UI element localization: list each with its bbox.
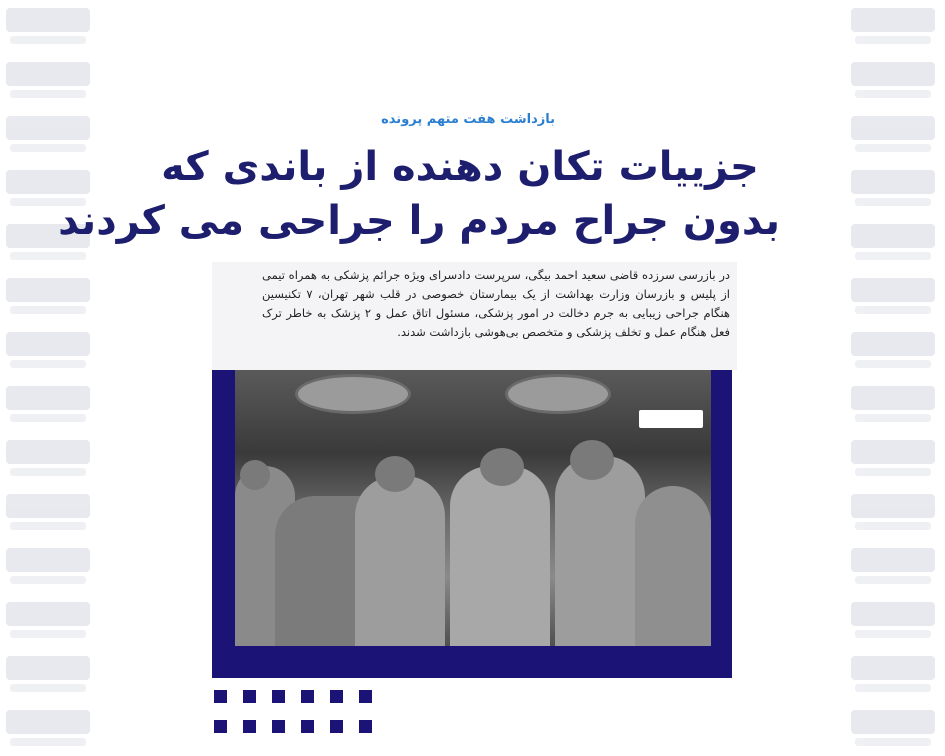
watermark-handle — [855, 90, 931, 98]
decorative-square — [272, 690, 285, 703]
decorative-square — [301, 690, 314, 703]
decorative-square — [243, 720, 256, 733]
decorative-square — [330, 690, 343, 703]
watermark-logo — [845, 108, 945, 162]
watermark-logo-mark — [851, 224, 935, 248]
watermark-logo-mark — [6, 62, 90, 86]
watermark-handle — [10, 630, 86, 638]
watermark-logo — [0, 432, 100, 486]
watermark-logo-mark — [6, 494, 90, 518]
decorative-square — [272, 720, 285, 733]
watermark-logo-mark — [851, 602, 935, 626]
watermark-handle — [10, 90, 86, 98]
watermark-logo-mark — [851, 548, 935, 572]
watermark-logo — [845, 702, 945, 756]
surgical-lamp — [505, 374, 611, 414]
watermark-handle — [10, 684, 86, 692]
surgeon-figure — [555, 456, 645, 646]
surgeon-head — [570, 440, 614, 480]
watermark-handle — [10, 36, 86, 44]
watermark-handle — [855, 576, 931, 584]
watermark-logo — [845, 324, 945, 378]
decorative-square — [330, 720, 343, 733]
watermark-logo-mark — [6, 440, 90, 464]
watermark-logo — [0, 540, 100, 594]
watermark-logo — [0, 108, 100, 162]
surgeon-figure — [450, 466, 550, 646]
watermark-handle — [855, 522, 931, 530]
surgeon-head — [240, 460, 270, 490]
watermark-handle — [855, 738, 931, 746]
watermark-logo-mark — [6, 710, 90, 734]
watermark-logo — [0, 270, 100, 324]
surgeon-figure — [355, 476, 445, 646]
watermark-logo-mark — [851, 62, 935, 86]
surgeon-figure — [635, 486, 711, 646]
watermark-logo-mark — [851, 656, 935, 680]
surgery-photo — [235, 370, 711, 646]
watermark-logo — [845, 648, 945, 702]
watermark-handle — [10, 360, 86, 368]
decorative-square — [359, 720, 372, 733]
watermark-logo-mark — [6, 332, 90, 356]
watermark-logo-mark — [851, 332, 935, 356]
watermark-handle — [855, 144, 931, 152]
watermark-logo-mark — [6, 548, 90, 572]
decorative-square — [214, 690, 227, 703]
watermark-logo-mark — [6, 656, 90, 680]
decorative-square — [301, 720, 314, 733]
watermark-logo-mark — [851, 710, 935, 734]
decorative-square — [243, 690, 256, 703]
watermark-logo-mark — [6, 278, 90, 302]
brand-logo — [639, 410, 703, 428]
surgeon-head — [480, 448, 524, 486]
watermark-handle — [855, 360, 931, 368]
watermark-logo — [845, 162, 945, 216]
watermark-logo — [0, 324, 100, 378]
watermark-handle — [10, 144, 86, 152]
watermark-logo-mark — [6, 8, 90, 32]
watermark-handle — [855, 306, 931, 314]
watermark-logo — [845, 270, 945, 324]
watermark-logo — [0, 486, 100, 540]
watermark-handle — [10, 252, 86, 260]
headline-line-2: بدون جراح مردم را جراحی می کردند — [58, 198, 780, 244]
watermark-logo-mark — [851, 116, 935, 140]
watermark-logo-mark — [851, 170, 935, 194]
watermark-logo — [845, 54, 945, 108]
watermark-handle — [855, 684, 931, 692]
watermark-logo-mark — [6, 116, 90, 140]
watermark-column-left — [0, 0, 100, 756]
watermark-logo — [845, 486, 945, 540]
watermark-logo-mark — [851, 386, 935, 410]
watermark-logo — [0, 378, 100, 432]
surgeon-head — [375, 456, 415, 492]
watermark-logo-mark — [6, 170, 90, 194]
headline — [58, 140, 780, 248]
watermark-logo — [0, 648, 100, 702]
watermark-handle — [10, 576, 86, 584]
watermark-logo — [845, 0, 945, 54]
surgical-lamp — [295, 374, 411, 414]
watermark-logo — [0, 594, 100, 648]
headline-line-1: جزییات تکان دهنده از باندی که — [161, 144, 759, 190]
watermark-logo-mark — [851, 278, 935, 302]
kicker-text: بازداشت هفت متهم پرونده — [381, 112, 555, 127]
watermark-handle — [855, 252, 931, 260]
watermark-handle — [855, 198, 931, 206]
watermark-logo-mark — [851, 8, 935, 32]
watermark-logo-mark — [851, 494, 935, 518]
watermark-handle — [10, 468, 86, 476]
watermark-column-right — [845, 0, 945, 756]
watermark-handle — [855, 630, 931, 638]
watermark-logo-mark — [6, 386, 90, 410]
watermark-logo — [0, 0, 100, 54]
watermark-logo — [0, 54, 100, 108]
watermark-logo — [845, 216, 945, 270]
watermark-handle — [10, 414, 86, 422]
watermark-logo-mark — [6, 602, 90, 626]
watermark-logo — [845, 378, 945, 432]
watermark-logo — [0, 702, 100, 756]
watermark-handle — [10, 738, 86, 746]
watermark-handle — [10, 522, 86, 530]
decorative-square — [359, 690, 372, 703]
watermark-logo — [845, 540, 945, 594]
watermark-logo — [845, 432, 945, 486]
watermark-logo — [845, 594, 945, 648]
watermark-handle — [855, 414, 931, 422]
watermark-handle — [855, 36, 931, 44]
body-paragraph: در بازرسی سرزده قاضی سعید احمد بیگی، سرپرست دادسرای ویژه جرائم پزشکی به همراه تیمی از پلیس و بازرسان وزارت بهداشت از یک بیمارستان خصوصی در قلب شهر تهران، ۷ تکنیسین هنگام جراحی زیبایی به جرم دخالت در امور پزشکی، مسئول اتاق عمل و ۲ پزشک به خاطر ترک فعل هنگام عمل و تخلف پزشکی و متخصص بی‌هوشی بازداشت شدند. — [262, 268, 731, 339]
watermark-logo-mark — [851, 440, 935, 464]
watermark-handle — [10, 306, 86, 314]
watermark-handle — [855, 468, 931, 476]
decorative-square — [214, 720, 227, 733]
